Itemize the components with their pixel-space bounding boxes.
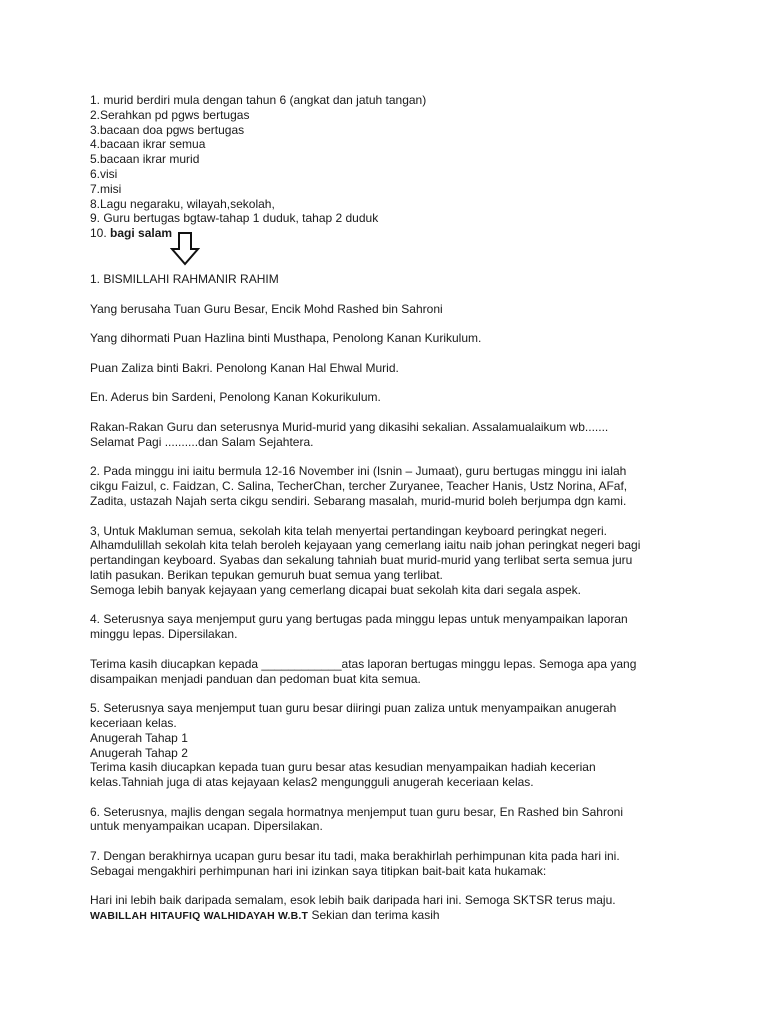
agenda-item: 9. Guru bertugas bgtaw-tahap 1 duduk, tahap 2 duduk [90, 211, 379, 226]
paragraph-line: Selamat Pagi ..........dan Salam Sejahtera. [90, 434, 314, 449]
agenda-list [90, 93, 426, 241]
paragraph-line: 2. Pada minggu ini iaitu bermula 12-16 November ini (Isnin – Jumaat), guru bertugas minggu ini ialah [90, 464, 627, 479]
paragraph-line: Zadita, ustazah Najah serta cikgu sendiri. Sebarang masalah, murid-murid boleh berjumpa dgn kami. [90, 493, 627, 508]
paragraph-line: untuk menyampaikan ucapan. Dipersilakan. [90, 819, 323, 834]
agenda-item-last [90, 226, 426, 241]
paragraph-line: Sebagai mengakhiri perhimpunan hari ini izinkan saya titipkan bait-bait kata hukamak: [90, 863, 547, 878]
paragraph-line: Terima kasih diucapkan kepada ____________atas laporan bertugas minggu lepas. Semoga apa yang [90, 656, 637, 671]
paragraph-line: latih pasukan. Berikan tepukan gemuruh buat semua yang terlibat. [90, 567, 443, 582]
paragraph [90, 701, 670, 790]
paragraph-line: Anugerah Tahap 1 [90, 730, 188, 745]
paragraph-line: 6. Seterusnya, majlis dengan segala hormatnya menjemput tuan guru besar, En Rashed bin Sahroni [90, 804, 623, 819]
agenda-bold-text: bagi salam [110, 226, 173, 241]
closing-line [90, 908, 670, 924]
down-arrow-icon [170, 232, 200, 266]
paragraph-line: En. Aderus bin Sardeni, Penolong Kanan Kokurikulum. [90, 390, 381, 405]
agenda-item: 6.visi [90, 166, 118, 181]
paragraph-line: Semoga lebih banyak kejayaan yang cemerlang dicapai buat sekolah kita dari segala aspek. [90, 582, 581, 597]
agenda-item: 5.bacaan ikrar murid [90, 152, 200, 167]
paragraph-line: cikgu Faizul, c. Faidzan, C. Salina, TecherChan, tercher Zuryanee, Teacher Hanis, Ustz Norina, AFaf, [90, 479, 628, 494]
paragraph [90, 657, 670, 687]
paragraph [90, 302, 670, 317]
agenda-number: 10. [90, 226, 107, 241]
paragraph-line: Anugerah Tahap 2 [90, 745, 188, 760]
paragraph [90, 272, 670, 287]
agenda-item: 4.bacaan ikrar semua [90, 137, 206, 152]
paragraph-line: 1. BISMILLAHI RAHMANIR RAHIM [90, 272, 279, 286]
paragraph-line: Yang dihormati Puan Hazlina binti Musthapa, Penolong Kanan Kurikulum. [90, 331, 482, 346]
paragraph-line: kelas.Tahniah juga di atas kejayaan kelas2 mengungguli anugerah keceriaan kelas. [90, 775, 534, 790]
paragraph-line: 5. Seterusnya saya menjemput tuan guru besar diiringi puan zaliza untuk menyampaikan anugerah [90, 701, 617, 716]
closing-rest: Sekian dan terima kasih [308, 908, 440, 923]
paragraph [90, 420, 670, 450]
agenda-item: 1. murid berdiri mula dengan tahun 6 (angkat dan jatuh tangan) [90, 93, 427, 107]
paragraph-line: Yang berusaha Tuan Guru Besar, Encik Mohd Rashed bin Sahroni [90, 301, 443, 316]
final-quote-line: Hari ini lebih baik daripada semalam, esok lebih baik daripada hari ini. Semoga SKTSR terus maju. [90, 893, 616, 908]
agenda-item: 2.Serahkan pd pgws bertugas [90, 107, 250, 122]
paragraph-line: 4. Seterusnya saya menjemput guru yang bertugas pada minggu lepas untuk menyampaikan laporan [90, 612, 628, 627]
paragraph-line: 3, Untuk Makluman semua, sekolah kita telah menyertai pertandingan keyboard peringkat negeri. [90, 523, 607, 538]
paragraph-line: keceriaan kelas. [90, 715, 177, 730]
paragraph-line: disampaikan menjadi panduan dan pedoman buat kita semua. [90, 671, 421, 686]
paragraph-line: Rakan-Rakan Guru dan seterusnya Murid-murid yang dikasihi sekalian. Assalamualaikum wb....... [90, 419, 609, 434]
agenda-item: 8.Lagu negaraku, wilayah,sekolah, [90, 196, 275, 211]
paragraph [90, 805, 670, 835]
paragraph [90, 524, 670, 598]
paragraph [90, 361, 670, 376]
paragraph [90, 331, 670, 346]
paragraph [90, 464, 670, 508]
closing-bold: WABILLAH HITAUFIQ WALHIDAYAH W.B.T [90, 910, 309, 923]
paragraph [90, 390, 670, 405]
paragraph-line: Terima kasih diucapkan kepada tuan guru besar atas kesudian menyampaikan hadiah kecerian [90, 760, 596, 775]
paragraph-line: minggu lepas. Dipersilakan. [90, 627, 238, 642]
paragraph [90, 612, 670, 642]
paragraph-line: pertandingan keyboard. Syabas dan sekalung tahniah buat murid-murid yang terlibat serta semua juru [90, 553, 633, 568]
paragraph-line: Puan Zaliza binti Bakri. Penolong Kanan Hal Ehwal Murid. [90, 360, 399, 375]
speech-body [90, 272, 670, 924]
paragraph [90, 849, 670, 879]
agenda-item: 3.bacaan doa pgws bertugas [90, 122, 245, 137]
paragraph-line: 7. Dengan berakhirnya ucapan guru besar itu tadi, maka berakhirlah perhimpunan kita pada hari ini. [90, 849, 620, 864]
paragraph-line: Alhamdulillah sekolah kita telah beroleh kejayaan yang cemerlang iaitu naib johan peringkat negeri bagi [90, 538, 641, 553]
agenda-item: 7.misi [90, 181, 122, 196]
